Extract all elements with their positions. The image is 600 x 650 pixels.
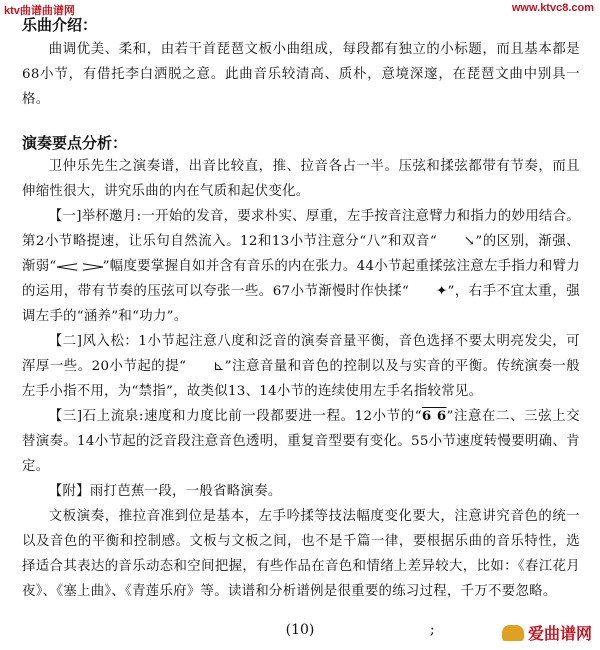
site-logo-icon	[502, 625, 524, 641]
p4-part-b: ”注意在二、三弦上交替演奏。14小节起的泛音段注意音色透明，重复音型要有变化。55小节速度转慢要明确、肯定。	[22, 409, 580, 474]
p2-part-c: ”幅度要掌握自如并含有音乐的内在张力。44小节起重揉弦注意左手指力和臂力的运用，带有节奏的压弦可以夸张一些。67小节渐慢时作快揉“	[22, 259, 580, 299]
analysis-paragraph-5: 【附】雨打芭蕉一段，一般省略演奏。	[48, 484, 282, 499]
crescendo-decrescendo-icon	[57, 263, 103, 271]
analysis-paragraph-4	[22, 404, 580, 479]
watermark-bottom-right-text: 爱曲谱网	[527, 626, 592, 643]
watermark-top-left: ktv曲谱曲谱网	[4, 5, 75, 17]
watermark-bottom-right	[502, 621, 592, 644]
watermark-top-right: www.ktvc8.com	[511, 2, 594, 14]
analysis-paragraph-2	[22, 204, 580, 329]
p2-part-a: 【一]举杯邀月:一开始的发音，要求朴实、厚重，左手按音注意臂力和指力的妙用结合。第2小节略提速，让乐句自然流入。12和13小节注意分“八”和双音“	[22, 209, 580, 249]
section-gap	[22, 112, 580, 132]
p3-part-b: ”注意音量和音色的控制以及与实音的平衡。传统演奏一般左手小指不用，为“禁指”，故类似13、14小节的连续使用左手名指较常见。	[22, 359, 580, 399]
p2-part-b: ”的区别，渐强、渐弱“	[22, 234, 580, 274]
double-stop-symbol: ↘	[463, 234, 476, 249]
lift-symbol: ⊾	[213, 359, 225, 374]
analysis-paragraph-6: 文板演奏，推拉音准到位是基本，左手吟揉等技法幅度变化要大，注意讲究音色的统一以及音色的平衡和控制感。文板与文板之间，也不是千篇一律，要根据乐曲的音乐特性，选择适合其表达的音乐动态和空间把握，有些作品在音色和情绪上差异较大，比如：《春江花月夜》、《塞上曲》、《青莲乐府》等。读谱和分析谱例是很重要的练习过程，千万不要忽略。	[22, 509, 580, 599]
page-number: (10)	[285, 622, 315, 638]
document-page	[22, 14, 580, 604]
section-heading-analysis: 演奏要点分析：	[22, 134, 128, 152]
section-heading-intro: 乐曲介绍：	[22, 16, 98, 34]
fast-vibrato-symbol: ✦	[435, 284, 448, 299]
p2-part-d: ”，右手不宜太重，强调左手的“涵养”和“功力”。	[22, 284, 580, 324]
p3-part-a: 【二]风入松：1小节起注意八度和泛音的演奏音量平衡，音色选择不要太明亮发尖，可浑厚一些。20小节起的提“	[22, 334, 580, 374]
intro-paragraph: 曲调优美、柔和，由若干首琵琶文板小曲组成，每段都有独立的小标题，而且基本都是68小节，有借托李白洒脱之意。此曲音乐较清高、质朴，意境深邃，在琵琶文曲中别具一格。	[22, 42, 580, 107]
analysis-paragraph-3	[22, 329, 580, 404]
notation-66: 6 6	[421, 408, 447, 424]
analysis-paragraph-1: 卫仲乐先生之演奏谱，出音比较直，推、拉音各占一半。压弦和揉弦都带有节奏，而且伸缩性很大，讲究乐曲的内在气质和起伏变化。	[22, 159, 580, 199]
p4-part-a: 【三]石上流泉:速度和力度比前一段都要进一程。12小节的“	[48, 409, 422, 424]
footer-mark: ;	[430, 622, 435, 638]
